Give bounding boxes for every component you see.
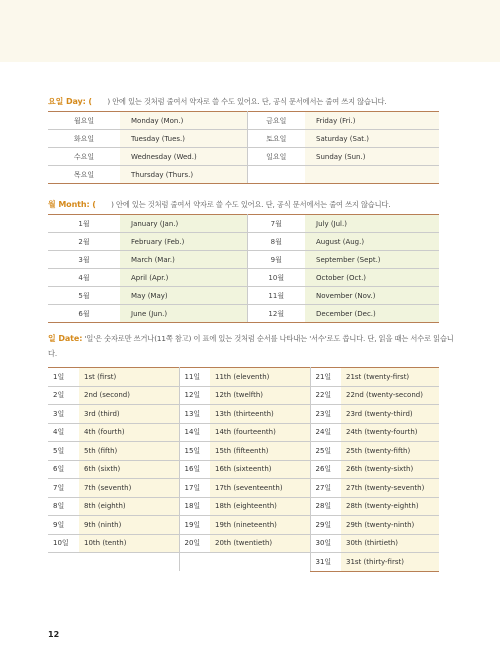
date-ordinal-cell: 25th (twenty-fifth) bbox=[341, 442, 439, 461]
day-english-cell: Sunday (Sun.) bbox=[305, 148, 439, 166]
date-row bbox=[48, 405, 439, 424]
month-heading-label: 월 Month: ( bbox=[48, 200, 96, 209]
date-korean-cell: 13일 bbox=[179, 405, 210, 424]
date-ordinal-cell: 11th (eleventh) bbox=[210, 368, 310, 387]
month-english-cell: July (Jul.) bbox=[305, 215, 439, 233]
date-ordinal-cell: 27th (twenty-seventh) bbox=[341, 479, 439, 498]
date-korean-cell: 12일 bbox=[179, 386, 210, 405]
date-ordinal-cell: 30th (thirtieth) bbox=[341, 534, 439, 553]
date-korean-cell bbox=[179, 553, 210, 572]
date-korean-cell: 14일 bbox=[179, 423, 210, 442]
date-heading-text: '일'은 숫자로만 쓰거나(11쪽 참고) 이 표에 있는 것처럼 순서를 나타내는 '서수'로도 씁니다. 단, 읽을 때는 서수로 읽습니다. bbox=[48, 334, 454, 358]
day-heading-text: ) 안에 있는 것처럼 줄여서 약자로 쓸 수도 있어요. 단, 공식 문서에서는 줄여 쓰지 않습니다. bbox=[107, 97, 387, 106]
day-english-cell bbox=[305, 166, 439, 184]
date-korean-cell: 18일 bbox=[179, 497, 210, 516]
date-korean-cell: 28일 bbox=[310, 497, 341, 516]
day-row bbox=[48, 112, 439, 130]
month-korean-cell: 10월 bbox=[247, 269, 305, 287]
date-korean-cell: 9일 bbox=[48, 516, 79, 535]
date-korean-cell bbox=[48, 553, 79, 572]
date-korean-cell: 27일 bbox=[310, 479, 341, 498]
date-row bbox=[48, 497, 439, 516]
day-heading bbox=[48, 96, 387, 107]
date-table-body bbox=[48, 368, 439, 572]
date-ordinal-cell: 26th (twenty-sixth) bbox=[341, 460, 439, 479]
month-heading bbox=[48, 199, 391, 210]
date-ordinal-cell: 31st (thirty-first) bbox=[341, 553, 439, 572]
date-ordinal-cell: 6th (sixth) bbox=[79, 460, 179, 479]
day-korean-cell: 수요일 bbox=[48, 148, 120, 166]
month-korean-cell: 2월 bbox=[48, 233, 120, 251]
month-korean-cell: 3월 bbox=[48, 251, 120, 269]
date-ordinal-cell: 7th (seventh) bbox=[79, 479, 179, 498]
month-heading-text: ) 안에 있는 것처럼 줄여서 약자로 쓸 수도 있어요. 단, 공식 문서에서는 줄여 쓰지 않습니다. bbox=[111, 200, 391, 209]
header-band bbox=[0, 0, 500, 62]
month-korean-cell: 6월 bbox=[48, 305, 120, 323]
date-row bbox=[48, 442, 439, 461]
date-korean-cell: 23일 bbox=[310, 405, 341, 424]
day-table-body bbox=[48, 112, 439, 184]
date-korean-cell: 17일 bbox=[179, 479, 210, 498]
month-row bbox=[48, 251, 439, 269]
day-korean-cell: 금요일 bbox=[247, 112, 305, 130]
date-row bbox=[48, 534, 439, 553]
month-english-cell: January (Jan.) bbox=[120, 215, 247, 233]
date-korean-cell: 20일 bbox=[179, 534, 210, 553]
date-korean-cell: 10일 bbox=[48, 534, 79, 553]
date-ordinal-cell: 18th (eighteenth) bbox=[210, 497, 310, 516]
date-ordinal-cell: 28th (twenty-eighth) bbox=[341, 497, 439, 516]
date-ordinal-cell: 20th (twentieth) bbox=[210, 534, 310, 553]
month-english-cell: March (Mar.) bbox=[120, 251, 247, 269]
day-english-cell: Thursday (Thurs.) bbox=[120, 166, 247, 184]
date-ordinal-cell: 16th (sixteenth) bbox=[210, 460, 310, 479]
date-row bbox=[48, 368, 439, 387]
date-korean-cell: 1일 bbox=[48, 368, 79, 387]
date-korean-cell: 21일 bbox=[310, 368, 341, 387]
date-row bbox=[48, 553, 439, 572]
date-ordinal-cell: 12th (twelfth) bbox=[210, 386, 310, 405]
day-korean-cell: 화요일 bbox=[48, 130, 120, 148]
date-row bbox=[48, 460, 439, 479]
day-row bbox=[48, 130, 439, 148]
month-korean-cell: 4월 bbox=[48, 269, 120, 287]
day-english-cell: Tuesday (Tues.) bbox=[120, 130, 247, 148]
date-ordinal-cell: 1st (first) bbox=[79, 368, 179, 387]
date-korean-cell: 4일 bbox=[48, 423, 79, 442]
day-row bbox=[48, 148, 439, 166]
date-row bbox=[48, 516, 439, 535]
date-ordinal-cell: 21st (twenty-first) bbox=[341, 368, 439, 387]
month-row bbox=[48, 269, 439, 287]
date-korean-cell: 22일 bbox=[310, 386, 341, 405]
date-korean-cell: 6일 bbox=[48, 460, 79, 479]
month-english-cell: November (Nov.) bbox=[305, 287, 439, 305]
date-ordinal-cell: 9th (ninth) bbox=[79, 516, 179, 535]
date-row bbox=[48, 386, 439, 405]
month-english-cell: June (Jun.) bbox=[120, 305, 247, 323]
day-english-cell: Wednesday (Wed.) bbox=[120, 148, 247, 166]
date-ordinal-cell: 22nd (twenty-second) bbox=[341, 386, 439, 405]
date-ordinal-cell: 23rd (twenty-third) bbox=[341, 405, 439, 424]
date-ordinal-cell: 17th (seventeenth) bbox=[210, 479, 310, 498]
day-english-cell: Monday (Mon.) bbox=[120, 112, 247, 130]
month-heading-spacer bbox=[98, 200, 109, 209]
date-korean-cell: 16일 bbox=[179, 460, 210, 479]
day-korean-cell: 토요일 bbox=[247, 130, 305, 148]
date-korean-cell: 3일 bbox=[48, 405, 79, 424]
date-heading bbox=[48, 331, 458, 361]
month-english-cell: October (Oct.) bbox=[305, 269, 439, 287]
day-row bbox=[48, 166, 439, 184]
month-korean-cell: 11월 bbox=[247, 287, 305, 305]
month-korean-cell: 1월 bbox=[48, 215, 120, 233]
date-ordinal-cell: 8th (eighth) bbox=[79, 497, 179, 516]
month-korean-cell: 8월 bbox=[247, 233, 305, 251]
date-ordinal-cell: 4th (fourth) bbox=[79, 423, 179, 442]
month-korean-cell: 7월 bbox=[247, 215, 305, 233]
date-korean-cell: 30일 bbox=[310, 534, 341, 553]
date-ordinal-cell: 13th (thirteenth) bbox=[210, 405, 310, 424]
month-row bbox=[48, 233, 439, 251]
day-table bbox=[48, 111, 439, 184]
day-korean-cell: 일요일 bbox=[247, 148, 305, 166]
date-korean-cell: 15일 bbox=[179, 442, 210, 461]
month-table-body bbox=[48, 215, 439, 323]
date-korean-cell: 5일 bbox=[48, 442, 79, 461]
day-korean-cell: 월요일 bbox=[48, 112, 120, 130]
month-english-cell: September (Sept.) bbox=[305, 251, 439, 269]
date-row bbox=[48, 423, 439, 442]
date-row bbox=[48, 479, 439, 498]
month-row bbox=[48, 287, 439, 305]
month-row bbox=[48, 215, 439, 233]
date-table bbox=[48, 367, 439, 572]
date-korean-cell: 19일 bbox=[179, 516, 210, 535]
month-korean-cell: 9월 bbox=[247, 251, 305, 269]
month-english-cell: May (May) bbox=[120, 287, 247, 305]
day-korean-cell: 목요일 bbox=[48, 166, 120, 184]
day-english-cell: Saturday (Sat.) bbox=[305, 130, 439, 148]
date-korean-cell: 26일 bbox=[310, 460, 341, 479]
date-ordinal-cell bbox=[79, 553, 179, 572]
month-table bbox=[48, 214, 439, 323]
month-english-cell: December (Dec.) bbox=[305, 305, 439, 323]
date-ordinal-cell: 19th (nineteenth) bbox=[210, 516, 310, 535]
date-korean-cell: 25일 bbox=[310, 442, 341, 461]
date-ordinal-cell: 2nd (second) bbox=[79, 386, 179, 405]
day-english-cell: Friday (Fri.) bbox=[305, 112, 439, 130]
date-korean-cell: 11일 bbox=[179, 368, 210, 387]
date-ordinal-cell: 15th (fifteenth) bbox=[210, 442, 310, 461]
date-korean-cell: 2일 bbox=[48, 386, 79, 405]
date-korean-cell: 29일 bbox=[310, 516, 341, 535]
date-ordinal-cell: 3rd (third) bbox=[79, 405, 179, 424]
date-ordinal-cell: 29th (twenty-ninth) bbox=[341, 516, 439, 535]
date-ordinal-cell: 14th (fourteenth) bbox=[210, 423, 310, 442]
page-number: 12 bbox=[48, 630, 60, 639]
date-ordinal-cell: 10th (tenth) bbox=[79, 534, 179, 553]
date-korean-cell: 31일 bbox=[310, 553, 341, 572]
date-heading-label: 일 Date: bbox=[48, 334, 83, 343]
month-korean-cell: 5월 bbox=[48, 287, 120, 305]
date-korean-cell: 24일 bbox=[310, 423, 341, 442]
date-korean-cell: 7일 bbox=[48, 479, 79, 498]
day-korean-cell bbox=[247, 166, 305, 184]
month-korean-cell: 12월 bbox=[247, 305, 305, 323]
date-ordinal-cell bbox=[210, 553, 310, 572]
day-heading-label: 요일 Day: ( bbox=[48, 97, 92, 106]
date-korean-cell: 8일 bbox=[48, 497, 79, 516]
month-english-cell: April (Apr.) bbox=[120, 269, 247, 287]
month-english-cell: February (Feb.) bbox=[120, 233, 247, 251]
date-ordinal-cell: 5th (fifth) bbox=[79, 442, 179, 461]
day-heading-spacer bbox=[94, 97, 105, 106]
month-row bbox=[48, 305, 439, 323]
date-ordinal-cell: 24th (twenty-fourth) bbox=[341, 423, 439, 442]
month-english-cell: August (Aug.) bbox=[305, 233, 439, 251]
